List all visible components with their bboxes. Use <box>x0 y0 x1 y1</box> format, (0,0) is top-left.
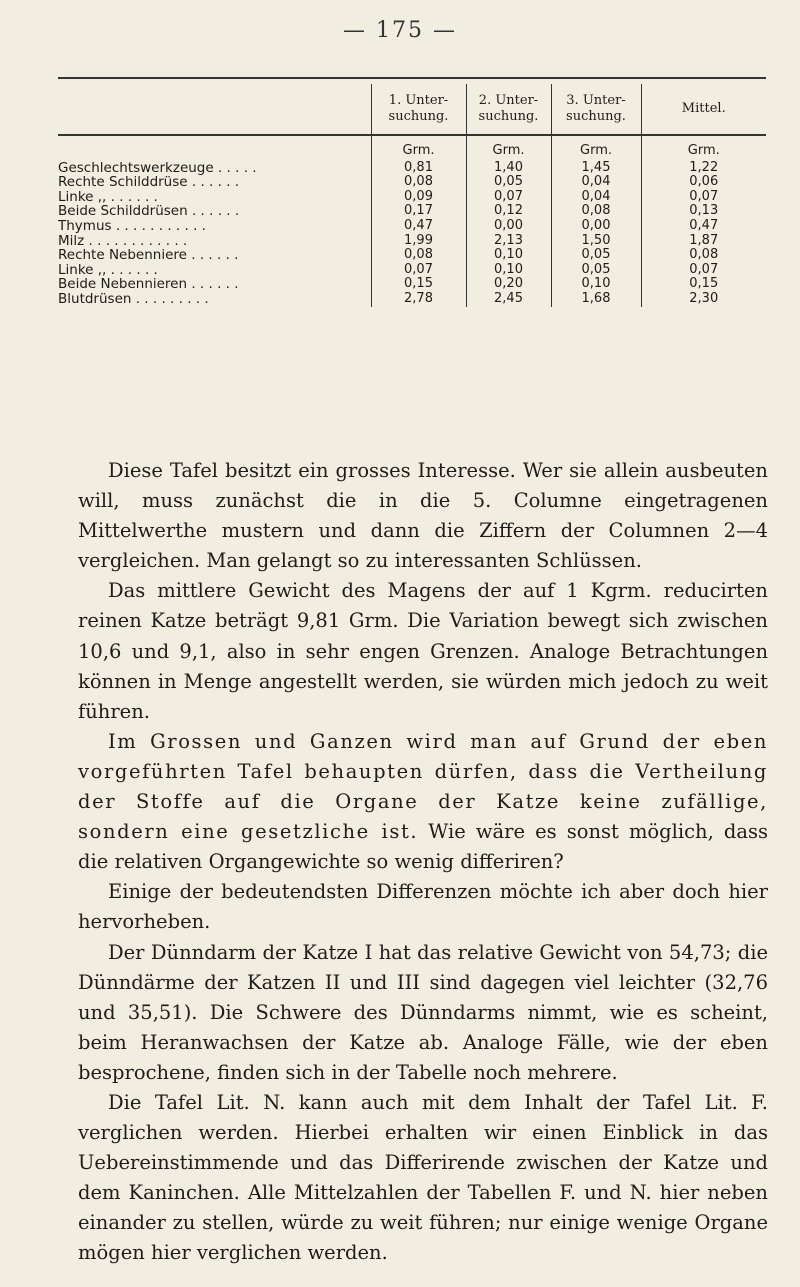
unit-row <box>58 136 766 161</box>
cell-value: 0,47 <box>371 219 466 234</box>
table-row <box>58 190 766 205</box>
unit-label: Grm. <box>371 136 466 161</box>
cell-value: 0,05 <box>551 263 641 278</box>
cell-value: 0,04 <box>551 175 641 190</box>
paragraph <box>78 727 768 877</box>
table-row <box>58 248 766 263</box>
cell-value: 1,45 <box>551 161 641 176</box>
cell-value: 0,47 <box>641 219 766 234</box>
unit-label: Grm. <box>641 136 766 161</box>
cell-value: 2,30 <box>641 292 766 307</box>
cell-value: 0,10 <box>466 248 551 263</box>
page-number: — 175 — <box>343 18 457 43</box>
cell-value: 0,09 <box>371 190 466 205</box>
organ-label: Blutdrüsen . . . . . . . . . <box>58 291 209 307</box>
cell-value: 0,12 <box>466 204 551 219</box>
organ-label: Linke ,, . . . . . . <box>58 189 158 205</box>
unit-label: Grm. <box>466 136 551 161</box>
cell-value: 0,81 <box>371 161 466 176</box>
cell-value: 0,08 <box>641 248 766 263</box>
organ-label: Beide Schilddrüsen . . . . . . <box>58 204 240 219</box>
cell-value: 0,07 <box>371 263 466 278</box>
table-row <box>58 234 766 249</box>
table-row <box>58 161 766 176</box>
organ-label: Rechte Nebenniere . . . . . . <box>58 248 239 263</box>
cell-value: 1,40 <box>466 161 551 176</box>
cell-value: 0,07 <box>466 190 551 205</box>
organ-label: Rechte Schilddrüse . . . . . . <box>58 175 240 190</box>
cell-value: 0,13 <box>641 204 766 219</box>
spaced-emphasis: Im Grossen und Ganzen wird man auf Grund der eben vorgeführten Tafel behaupten dürfen, dass die Vertheilung der Stoffe auf die Organe der Katze keine zufällige, sondern eine gesetzliche ist. <box>78 729 768 844</box>
organ-weight-table <box>58 84 766 307</box>
organ-label: Geschlechtswerkzeuge . . . . . <box>58 160 257 176</box>
paragraph: Das mittlere Gewicht des Magens der auf 1 Kgrm. reducirten reinen Katze beträgt 9,81 Grm. Die Variation bewegt sich zwischen 10,6 und 9,1, also in sehr engen Grenzen. Analoge Betrachtungen können in Menge angestellt werden, sie würden mich jedoch zu weit führen. <box>78 579 768 723</box>
organ-label: Beide Nebennieren . . . . . . <box>58 277 239 292</box>
cell-value: 0,05 <box>551 248 641 263</box>
unit-label: Grm. <box>551 136 641 161</box>
cell-value: 0,20 <box>466 277 551 292</box>
cell-value: 0,10 <box>551 277 641 292</box>
paragraph: Der Dünndarm der Katze I hat das relative Gewicht von 54,73; die Dünndärme der Katzen II und III sind dagegen viel leichter (32,76 und 35,51). Die Schwere des Dünndarms nimmt, wie es scheint, beim Heranwachsen der Katze ab. Analoge Fälle, wie der eben besprochene, finden sich in der Tabelle noch mehrere. <box>78 940 768 1084</box>
cell-value: 0,00 <box>551 219 641 234</box>
table-row <box>58 277 766 292</box>
cell-value: 0,08 <box>371 248 466 263</box>
paragraph-tail: Wie wäre es sonst möglich, dass die relativen Organgewichte so wenig differiren? <box>78 820 769 874</box>
cell-value: 0,10 <box>466 263 551 278</box>
cell-value: 1,50 <box>551 234 641 249</box>
col-header-1: 1. Unter- suchung. <box>371 84 466 135</box>
cell-value: 0,07 <box>641 263 766 278</box>
table-top-rule <box>58 77 766 79</box>
table-row <box>58 219 766 234</box>
cell-value: 0,17 <box>371 204 466 219</box>
cell-value: 0,15 <box>371 277 466 292</box>
cell-value: 0,07 <box>641 190 766 205</box>
cell-value: 0,00 <box>466 219 551 234</box>
cell-value: 0,05 <box>466 175 551 190</box>
cell-value: 0,15 <box>641 277 766 292</box>
cell-value: 0,08 <box>371 175 466 190</box>
cell-value: 1,68 <box>551 292 641 307</box>
col-header-mittel: Mittel. <box>641 84 766 135</box>
table-row <box>58 204 766 219</box>
cell-value: 1,22 <box>641 161 766 176</box>
table-row <box>58 292 766 307</box>
paragraph: Die Tafel Lit. N. kann auch mit dem Inhalt der Tafel Lit. F. verglichen werden. Hierbei erhalten wir einen Einblick in das Uebereinstimmende und das Differirende zwischen der Katze und dem Kaninchen. Alle Mittelzahlen der Tabellen F. und N. hier neben einander zu stellen, würde zu weit führen; nur einige wenige Organe mögen hier verglichen werden. <box>78 1090 768 1265</box>
cell-value: 0,06 <box>641 175 766 190</box>
table-row <box>58 175 766 190</box>
cell-value: 1,99 <box>371 234 466 249</box>
body-text <box>78 456 768 1269</box>
organ-label: Milz . . . . . . . . . . . . <box>58 233 188 249</box>
cell-value: 2,78 <box>371 292 466 307</box>
cell-value: 2,45 <box>466 292 551 307</box>
col-header-2: 2. Unter- suchung. <box>466 84 551 135</box>
table-row <box>58 263 766 278</box>
organ-label: Thymus . . . . . . . . . . . <box>58 218 206 234</box>
cell-value: 2,13 <box>466 234 551 249</box>
organ-label: Linke ,, . . . . . . <box>58 262 158 278</box>
col-header-3: 3. Unter- suchung. <box>551 84 641 135</box>
paragraph: Einige der bedeutendsten Differenzen möchte ich aber doch hier hervorheben. <box>78 880 768 934</box>
paragraph: Diese Tafel besitzt ein grosses Interesse. Wer sie allein ausbeuten will, muss zunächst die in die 5. Columne eingetragenen Mittelwerthe mustern und dann die Ziffern der Columnen 2—4 vergleichen. Man gelangt so zu interessanten Schlüssen. <box>78 459 768 573</box>
cell-value: 0,08 <box>551 204 641 219</box>
cell-value: 1,87 <box>641 234 766 249</box>
cell-value: 0,04 <box>551 190 641 205</box>
